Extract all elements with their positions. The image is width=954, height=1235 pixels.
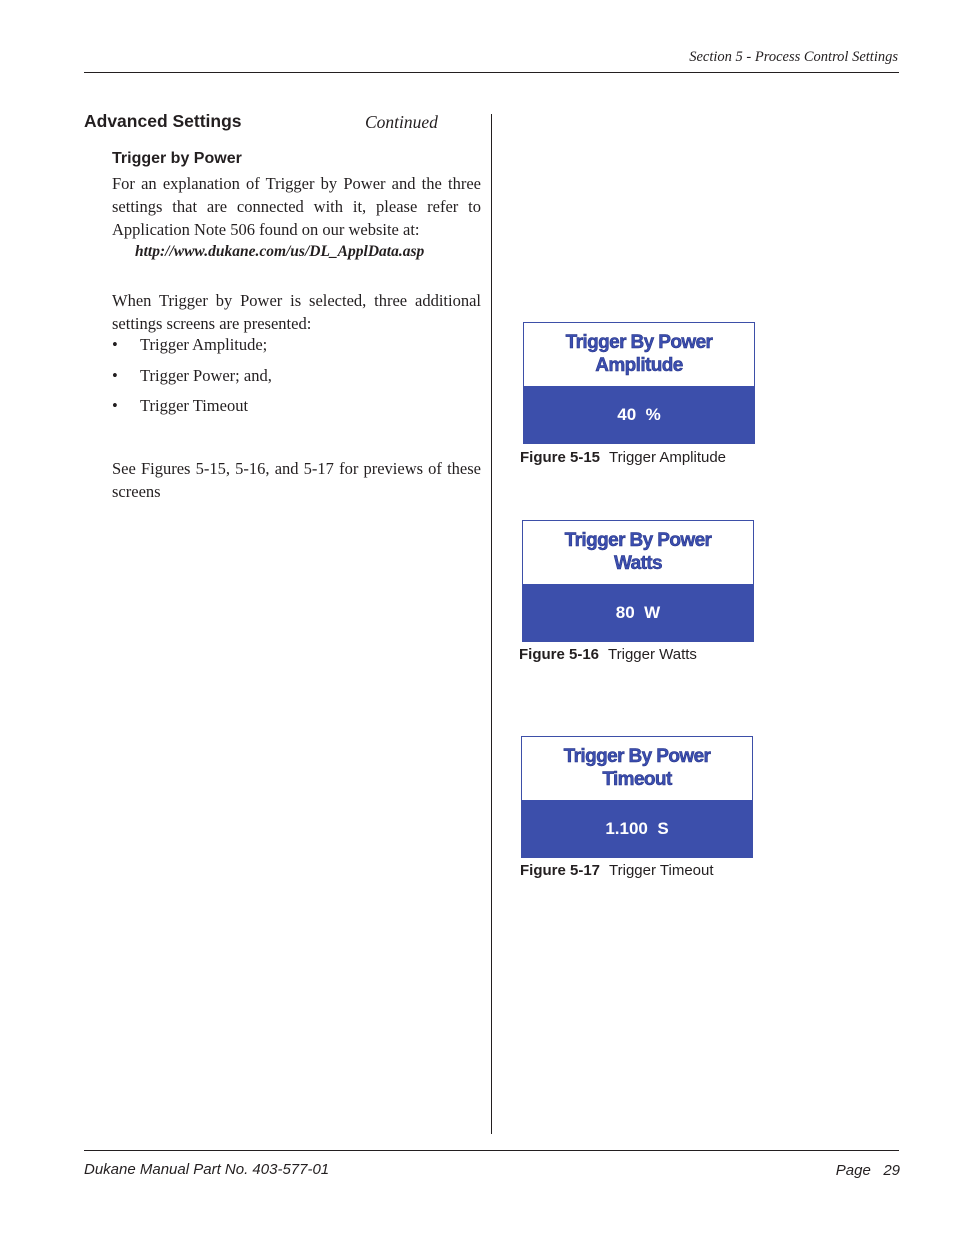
selection-paragraph: When Trigger by Power is selected, three additional settings screens are presented: [112,291,481,333]
bullet-item [112,366,272,386]
trigger-by-power-heading: Trigger by Power [112,150,242,167]
explanation-paragraph: For an explanation of Trigger by Power and the three settings that are connected with it, please refer to Application Note 506 found on our website at: [112,174,481,239]
application-note-link[interactable]: http://www.dukane.com/us/DL_ApplData.asp [135,243,425,260]
screen-value: 1.100 S [605,818,669,838]
screen-value-panel [523,584,753,641]
figure-caption [520,862,714,879]
continued-label: Continued [365,112,438,132]
screen-title-line1: Trigger By Power [565,332,713,353]
bullet-item [112,335,267,355]
advanced-settings-heading: Advanced Settings [84,111,242,131]
screen-value-panel [524,386,754,443]
screen-title-line2: Watts [613,553,663,574]
bullet-item [112,396,248,416]
trigger-timeout-screen [521,736,753,858]
manual-part-number: Dukane Manual Part No. 403-577-01 [84,1161,330,1178]
screen-value-panel [522,800,752,857]
page-label: Page [835,1162,871,1179]
figure-label: Figure 5-16 [519,646,600,663]
bullet-symbol: • [112,366,118,385]
screen-title-line1: Trigger By Power [563,746,711,767]
figure-label: Figure 5-17 [520,862,601,879]
bullet-symbol: • [112,396,118,415]
screen-value: 40 % [617,404,661,424]
bullet-symbol: • [112,335,118,354]
page-number-value: 29 [883,1162,900,1179]
screen-title-line1: Trigger By Power [564,530,712,551]
figure-caption [519,646,697,663]
screen-title [522,737,752,799]
figure-caption-text: Trigger Amplitude [609,449,727,466]
header-rule [84,72,899,73]
screen-title [523,521,753,583]
bullet-text: Trigger Amplitude; [140,335,268,354]
screen-value: 80 W [615,602,661,622]
figure-caption-text: Trigger Watts [608,646,697,663]
figure-label: Figure 5-15 [520,449,601,466]
screen-title-line2: Timeout [602,769,672,790]
trigger-watts-screen [522,520,754,642]
page-number [836,1162,900,1179]
section-header: Section 5 - Process Control Settings [689,49,898,65]
trigger-amplitude-screen [523,322,755,444]
figures-reference-paragraph: See Figures 5-15, 5-16, and 5-17 for previews of these screens [112,459,481,501]
footer-rule [84,1150,899,1151]
bullet-text: Trigger Power; and, [140,366,272,385]
figure-caption [520,449,726,466]
screen-title [524,323,754,385]
bullet-text: Trigger Timeout [140,396,249,415]
figure-caption-text: Trigger Timeout [609,862,714,879]
screen-title-line2: Amplitude [595,355,683,376]
column-divider [491,114,492,1134]
